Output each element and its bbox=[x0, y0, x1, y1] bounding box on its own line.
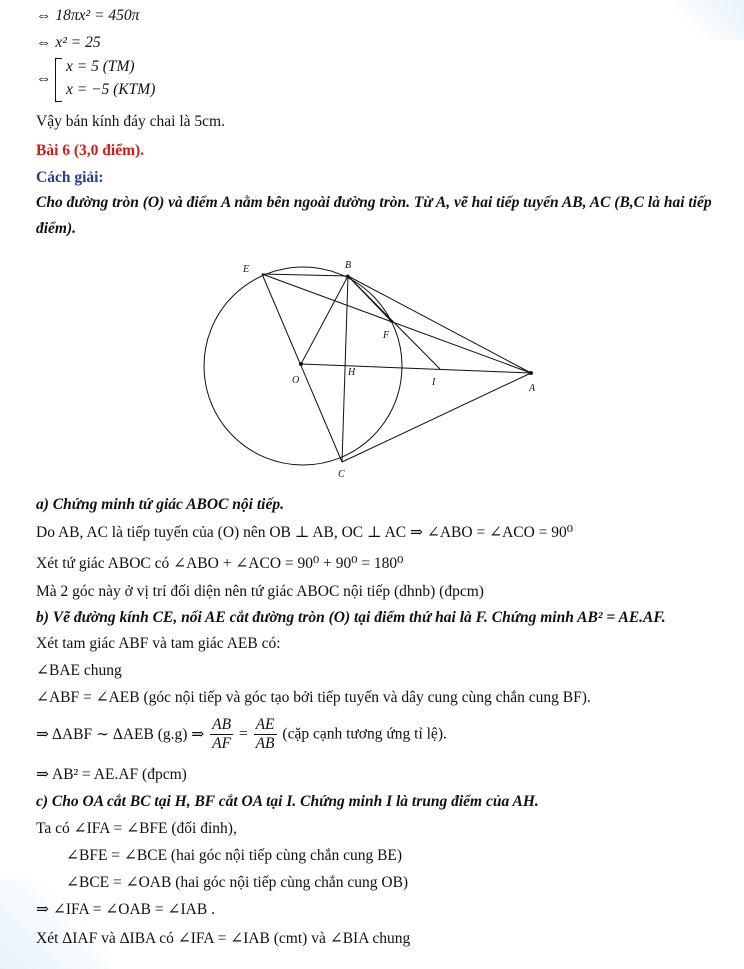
proof-line: Mà 2 góc này ở vị trí đối diện nên tứ giác ABOC nội tiếp (dhnb) (đpcm) bbox=[36, 583, 484, 600]
line-ae bbox=[262, 274, 531, 373]
label-f: F bbox=[383, 330, 390, 341]
equation-line: ⇔ x² = 25 bbox=[36, 34, 101, 51]
proof-line: Xét tứ giác ABOC có ∠ABO + ∠ACO = 90⁰ + 90⁰ = 180⁰ bbox=[36, 555, 404, 572]
case-bracket bbox=[55, 58, 62, 102]
part-a-heading: a) Chứng minh tứ giác ABOC nội tiếp. bbox=[36, 496, 284, 513]
proof-line-fraction bbox=[36, 716, 447, 753]
proof-line: ⇒ ∠IFA = ∠OAB = ∠IAB . bbox=[36, 901, 215, 918]
tangent-ac bbox=[342, 373, 531, 462]
case-line: x = −5 (KTM) bbox=[66, 81, 156, 98]
problem-statement: điểm). bbox=[36, 220, 77, 237]
chord-bf bbox=[348, 276, 391, 321]
proof-line: ⇒ AB² = AE.AF (đpcm) bbox=[36, 766, 187, 783]
method-heading: Cách giải: bbox=[36, 169, 104, 186]
similarity-statement: ⇒ ΔABF ∼ ΔAEB (g.g) ⇒ bbox=[36, 726, 205, 743]
line-oa bbox=[301, 364, 531, 373]
part-c-heading: c) Cho OA cắt BC tại H, BF cắt OA tại I. Chứng minh I là trung điểm của AH. bbox=[36, 793, 539, 810]
proof-line: ∠BFE = ∠BCE (hai góc nội tiếp cùng chắn cung BE) bbox=[66, 847, 403, 864]
proof-line: ∠ABF = ∠AEB (góc nội tiếp và góc tạo bởi tiếp tuyến và dây cung cùng chắn cung BF). bbox=[36, 689, 591, 706]
proof-line: ∠BAE chung bbox=[36, 662, 122, 679]
problem-heading: Bài 6 (3,0 điểm). bbox=[36, 142, 145, 159]
equivalence-symbol: ⇔ bbox=[36, 70, 52, 87]
proof-line: ∠BCE = ∠OAB (hai góc nội tiếp cùng chắn cung OB) bbox=[66, 874, 409, 891]
fraction-denominator: AB bbox=[255, 735, 275, 752]
proof-line: Ta có ∠IFA = ∠BFE (đối đỉnh), bbox=[36, 820, 237, 837]
fraction-numerator: AB bbox=[212, 716, 232, 733]
fraction-numerator: AE bbox=[255, 716, 275, 733]
equation-line: ⇔ 18πx² = 450π bbox=[36, 7, 140, 24]
radius-ob bbox=[301, 276, 348, 364]
fraction-denominator: AF bbox=[212, 735, 232, 752]
equals-sign: = bbox=[238, 725, 248, 743]
part-b-heading: b) Vẽ đường kính CE, nối AE cắt đường tròn (O) tại điểm thứ hai là F. Chứng minh AB² = AE.AF. bbox=[36, 609, 666, 626]
chord-eb bbox=[262, 274, 348, 276]
label-i: I bbox=[432, 377, 436, 388]
circle-o bbox=[204, 267, 402, 465]
case-line: x = 5 (TM) bbox=[66, 58, 135, 75]
ratio-fraction bbox=[254, 716, 277, 753]
tangent-ab bbox=[348, 276, 531, 373]
label-o: O bbox=[292, 375, 300, 386]
label-b: B bbox=[345, 260, 352, 271]
diameter-ce bbox=[262, 274, 342, 462]
proof-line: Xét tam giác ABF và tam giác AEB có: bbox=[36, 635, 281, 652]
page-corner-decoration bbox=[674, 0, 744, 40]
fraction-comment: (cặp cạnh tương ứng tỉ lệ). bbox=[282, 725, 447, 743]
proof-line: Do AB, AC là tiếp tuyến của (O) nên OB ⊥ AB, OC ⊥ AC ⇒ ∠ABO = ∠ACO = 90⁰ bbox=[36, 524, 573, 541]
label-c: C bbox=[338, 469, 345, 480]
ratio-fraction bbox=[210, 716, 233, 753]
geometry-figure bbox=[195, 255, 555, 485]
label-a: A bbox=[529, 383, 536, 394]
conclusion-text: Vậy bán kính đáy chai là 5cm. bbox=[36, 113, 225, 130]
problem-statement: Cho đường tròn (O) và điểm A nằm bên ngoài đường tròn. Từ A, vẽ hai tiếp tuyến AB, AC (B,C là hai tiếp bbox=[36, 194, 712, 211]
label-e: E bbox=[243, 264, 250, 275]
proof-line: Xét ΔIAF và ΔIBA có ∠IFA = ∠IAB (cmt) và ∠BIA chung bbox=[36, 930, 411, 947]
label-h: H bbox=[348, 367, 356, 378]
